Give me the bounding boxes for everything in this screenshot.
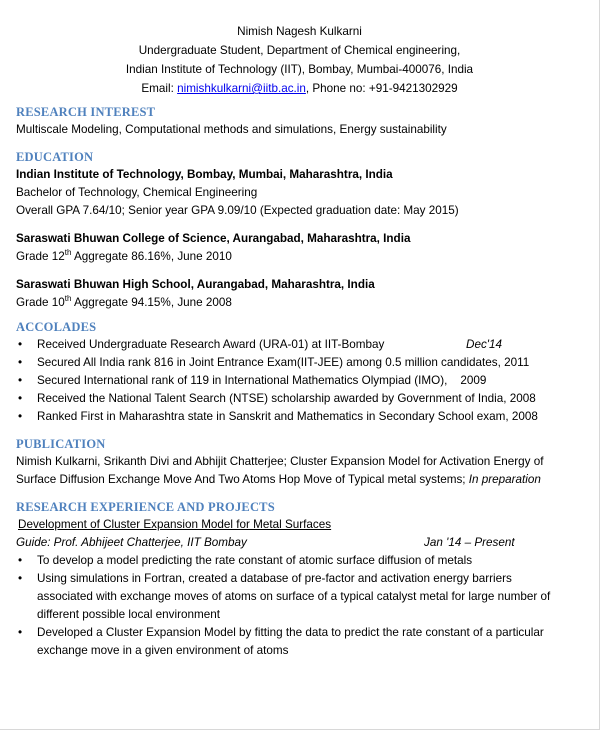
- bullet-line: Using simulations in Fortran, created a database of pre-factor and activation energy barriers: [37, 572, 512, 585]
- list-item: [16, 336, 591, 354]
- project-dates: Jan '14 – Present: [424, 536, 515, 549]
- grade-rest: Aggregate 94.15%, June 2008: [71, 296, 232, 309]
- section-title: EDUCATION: [16, 150, 94, 164]
- section-education: [16, 149, 591, 312]
- project-bullets: [16, 552, 591, 660]
- education-grade: [16, 248, 591, 266]
- grade-prefix: Grade 10: [16, 296, 65, 309]
- list-item: [16, 570, 591, 624]
- grade-sup: th: [64, 248, 72, 258]
- list-item: [16, 354, 591, 372]
- bullet-icon: •: [18, 356, 23, 369]
- publication-line: [16, 471, 591, 489]
- accolade-date: Dec'14: [466, 338, 503, 351]
- accolade-text: Received the National Talent Search (NTSE) scholarship awarded by Government of India, 2008: [37, 392, 536, 405]
- list-item: [16, 372, 591, 390]
- candidate-name: Nimish Nagesh Kulkarni: [237, 25, 362, 38]
- list-item: [16, 408, 591, 426]
- section-accolades: [16, 319, 591, 426]
- bullet-icon: •: [18, 410, 23, 423]
- resume-header: [0, 22, 599, 98]
- publication-status: In preparation: [468, 473, 541, 486]
- bullet-line: To develop a model predicting the rate constant of atomic surface diffusion of metals: [37, 554, 473, 567]
- grade-sup: th: [64, 294, 72, 304]
- bullet-icon: •: [18, 572, 23, 585]
- section-title: ACCOLADES: [16, 320, 97, 334]
- section-research-experience: [16, 499, 591, 660]
- education-institution: Indian Institute of Technology, Bombay, Mumbai, Maharashtra, India: [16, 168, 393, 181]
- section-title: RESEARCH EXPERIENCE AND PROJECTS: [16, 500, 275, 514]
- project-guide: Guide: Prof. Abhijeet Chatterjee, IIT Bombay: [16, 536, 247, 549]
- section-research-interest: [16, 104, 591, 139]
- section-title: RESEARCH INTEREST: [16, 105, 156, 119]
- header-address: Indian Institute of Technology (IIT), Bombay, Mumbai-400076, India: [125, 63, 474, 76]
- bullet-icon: •: [18, 374, 23, 387]
- education-institution: Saraswati Bhuwan College of Science, Aurangabad, Maharashtra, India: [16, 232, 411, 245]
- bullet-line: different possible local environment: [37, 608, 220, 621]
- project-title: Development of Cluster Expansion Model for Metal Surfaces: [18, 518, 332, 531]
- bullet-line: Developed a Cluster Expansion Model by fitting the data to predict the rate constant of a particular: [37, 626, 544, 639]
- accolade-text: Secured International rank of 119 in International Mathematics Olympiad (IMO), 2009: [37, 374, 487, 387]
- list-item: [16, 552, 591, 570]
- email-label: Email:: [141, 82, 178, 95]
- education-grade: [16, 294, 591, 312]
- grade-rest: Aggregate 86.16%, June 2010: [71, 250, 232, 263]
- bullet-icon: •: [18, 392, 23, 405]
- bullet-icon: •: [18, 626, 23, 639]
- list-item: [16, 624, 591, 660]
- section-title: PUBLICATION: [16, 437, 106, 451]
- grade-prefix: Grade 12: [16, 250, 65, 263]
- section-publication: [16, 436, 591, 489]
- bullet-line: associated with exchange moves of atoms on surface of a typical catalyst metal for large number of: [37, 590, 551, 603]
- email-link[interactable]: nimishkulkarni@iitb.ac.in: [177, 82, 306, 95]
- accolades-list: [16, 336, 591, 426]
- bullet-icon: •: [18, 554, 23, 567]
- bullet-icon: •: [18, 338, 23, 351]
- publication-text: Surface Diffusion Exchange Move And Two Atoms Hop Move of Typical metal systems;: [16, 473, 469, 486]
- list-item: [16, 390, 591, 408]
- accolade-text: Secured All India rank 816 in Joint Entrance Exam(IIT-JEE) among 0.5 million candidates, 2011: [37, 356, 530, 369]
- education-degree: Bachelor of Technology, Chemical Engineering: [16, 186, 258, 199]
- project-guide-row: [16, 534, 591, 552]
- publication-line: Nimish Kulkarni, Srikanth Divi and Abhijit Chatterjee; Cluster Expansion Model for Activation Energy of: [16, 455, 544, 468]
- accolade-text: Received Undergraduate Research Award (URA-01) at IIT-Bombay: [37, 338, 385, 351]
- education-gpa: Overall GPA 7.64/10; Senior year GPA 9.09/10 (Expected graduation date: May 2015): [16, 204, 459, 217]
- header-affiliation: Undergraduate Student, Department of Chemical engineering,: [138, 44, 461, 57]
- header-contact: [0, 79, 599, 98]
- research-interest-text: Multiscale Modeling, Computational methods and simulations, Energy sustainability: [16, 123, 447, 136]
- bullet-line: exchange move in a given environment of atoms: [37, 644, 289, 657]
- accolade-text: Ranked First in Maharashtra state in Sanskrit and Mathematics in Secondary School exam, 2008: [37, 410, 538, 423]
- phone-number: , Phone no: +91-9421302929: [305, 82, 458, 95]
- education-institution: Saraswati Bhuwan High School, Aurangabad, Maharashtra, India: [16, 278, 375, 291]
